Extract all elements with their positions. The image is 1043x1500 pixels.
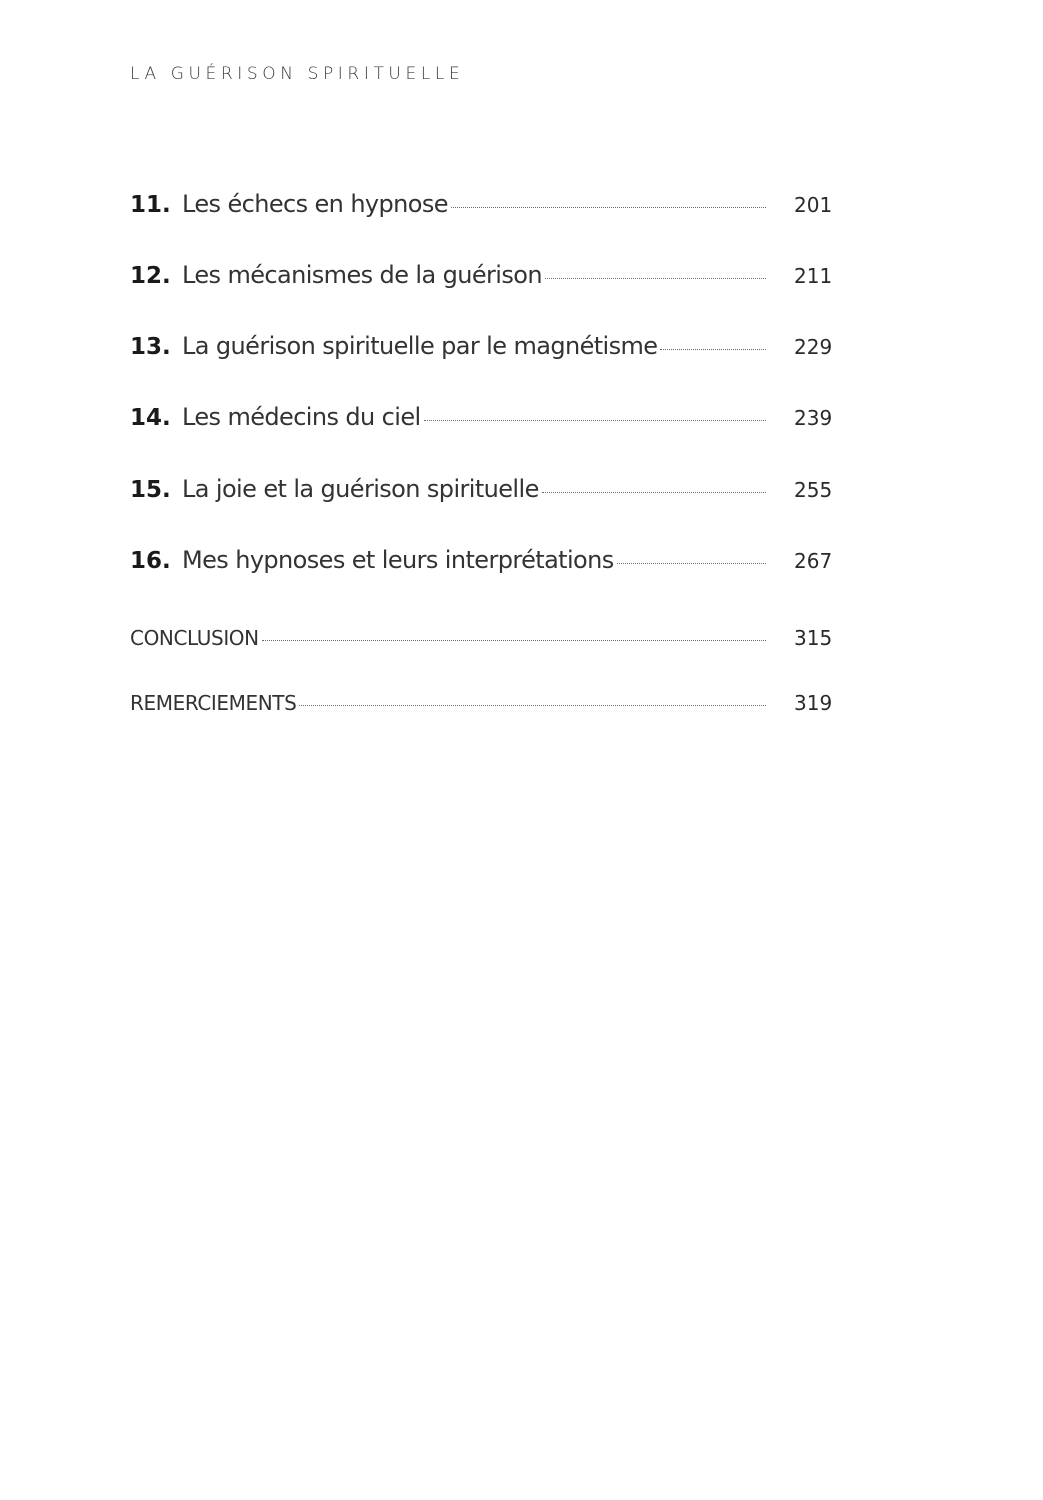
chapter-title: Mes hypnoses et leurs interprétations <box>182 546 614 574</box>
section-title: REMERCIEMENTS <box>130 691 297 715</box>
section-title: CONCLUSION <box>130 626 259 650</box>
page-number: 201 <box>794 193 833 217</box>
page-number: 315 <box>794 626 833 650</box>
toc-entry-chapter-15[interactable] <box>130 475 833 509</box>
page-number: 229 <box>794 335 833 359</box>
chapter-title: La joie et la guérison spirituelle <box>182 475 539 503</box>
chapter-title: Les mécanismes de la guérison <box>182 261 542 289</box>
toc-entry-chapter-12[interactable] <box>130 261 833 295</box>
toc-entry-chapter-11[interactable] <box>130 190 833 224</box>
page-number: 239 <box>794 406 833 430</box>
dot-leader <box>660 349 766 350</box>
toc-entry-chapter-16[interactable] <box>130 546 833 580</box>
chapter-number: 15. <box>130 477 171 503</box>
chapter-number: 16. <box>130 548 171 574</box>
dot-leader <box>299 705 766 706</box>
toc-entry-chapter-14[interactable] <box>130 403 833 437</box>
dot-leader <box>451 207 766 208</box>
dot-leader <box>545 278 766 279</box>
page-number: 255 <box>794 478 833 502</box>
dot-leader <box>542 492 766 493</box>
toc-entry-chapter-13[interactable] <box>130 332 833 366</box>
chapter-title: Les médecins du ciel <box>182 403 421 431</box>
dot-leader <box>424 420 766 421</box>
page-number: 211 <box>794 264 833 288</box>
toc-entry-conclusion[interactable] <box>130 626 833 660</box>
running-head-title: LA GUÉRISON SPIRITUELLE <box>130 64 465 84</box>
chapter-title: Les échecs en hypnose <box>182 190 448 218</box>
dot-leader <box>617 563 766 564</box>
page-number: 267 <box>794 549 833 573</box>
chapter-title: La guérison spirituelle par le magnétisme <box>182 332 658 360</box>
chapter-number: 14. <box>130 405 171 431</box>
chapter-number: 13. <box>130 334 171 360</box>
dot-leader <box>262 640 766 641</box>
chapter-number: 11. <box>130 192 171 218</box>
toc-entry-remerciements[interactable] <box>130 691 833 725</box>
page-number: 319 <box>794 691 833 715</box>
chapter-number: 12. <box>130 263 171 289</box>
